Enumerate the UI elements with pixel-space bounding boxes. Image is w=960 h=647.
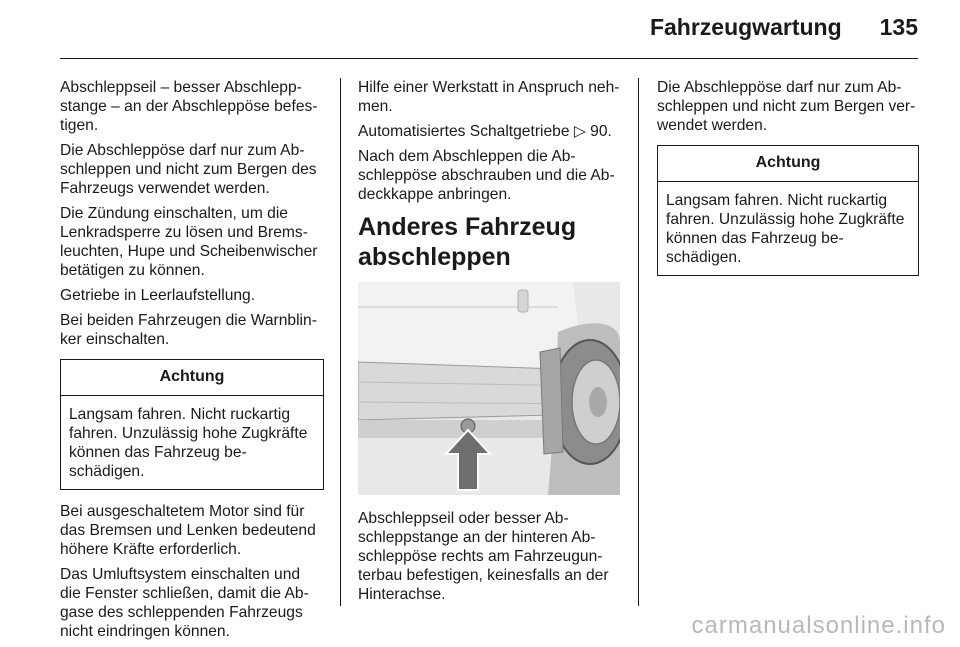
watermark: carmanualsonline.info: [691, 612, 946, 639]
caution-text: Langsam fahren. Nicht ruckartig fahren. Unzulässig hohe Zugkräfte können das Fahrzeug beschädigen.: [69, 406, 308, 480]
figure-caption: Abschleppseil oder besser Abschleppstange an der hinteren Abschleppöse rechts am Fahrzeugunterbau befestigen, keinesfalls an der Hinterachse.: [358, 510, 609, 603]
section-heading-line-2: abschleppen: [358, 243, 511, 271]
paragraph: Automatisiertes Schaltgetriebe ▷ 90.: [358, 123, 612, 140]
column-divider-1: [340, 78, 341, 606]
paragraph: Das Umluftsystem einschalten und die Fenster schließen, damit die Abgase des schleppenden Fahrzeugs nicht eindringen können.: [60, 566, 309, 640]
paragraph: Abschleppseil – besser Abschleppstange – an der Abschleppöse befestigen.: [60, 79, 318, 134]
caution-title: Achtung: [61, 360, 323, 396]
tow-eye-illustration: [358, 282, 620, 495]
header-rule: [60, 58, 918, 59]
section-heading: [358, 212, 622, 272]
paragraph: Nach dem Abschleppen die Abschleppöse abschrauben und die Abdeckkappe anbringen.: [358, 148, 615, 203]
column-divider-2: [638, 78, 639, 606]
caution-text: Langsam fahren. Nicht ruckartig fahren. Unzulässig hohe Zugkräfte können das Fahrzeug beschädigen.: [666, 192, 905, 266]
page-number: 135: [879, 14, 918, 40]
paragraph: Bei ausgeschaltetem Motor sind für das Bremsen und Lenken bedeutend höhere Kräfte erforderlich.: [60, 503, 316, 558]
paragraph: Die Zündung einschalten, um die Lenkradsperre zu lösen und Bremsleuchten, Hupe und Scheibenwischer betätigen zu können.: [60, 205, 318, 279]
caution-box: [657, 145, 919, 276]
paragraph: Die Abschleppöse darf nur zum Abschleppen und nicht zum Bergen des Fahrzeugs verwendet werden.: [60, 142, 317, 197]
paragraph: Getriebe in Leerlaufstellung.: [60, 287, 256, 304]
paragraph: Hilfe einer Werkstatt in Anspruch nehmen.: [358, 79, 620, 115]
caution-title: Achtung: [658, 146, 918, 182]
paragraph: Bei beiden Fahrzeugen die Warnblinker einschalten.: [60, 312, 317, 348]
paragraph: Die Abschleppöse darf nur zum Abschleppen und nicht zum Bergen verwendet werden.: [657, 79, 916, 134]
caution-box: [60, 359, 324, 490]
column-1: [60, 78, 324, 647]
page-header: [650, 14, 918, 41]
section-header-title: Fahrzeugwartung: [649, 14, 842, 40]
column-2: [358, 78, 622, 610]
section-heading-line-1: Anderes Fahrzeug: [358, 213, 577, 241]
column-3: [657, 78, 919, 288]
